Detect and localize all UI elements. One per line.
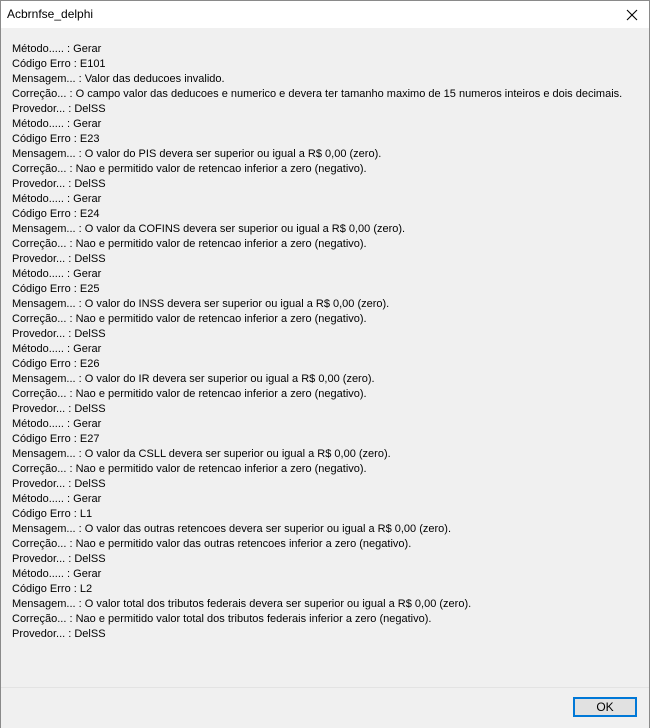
message-line: Método..... : Gerar bbox=[12, 568, 102, 580]
message-line: Código Erro : E25 bbox=[12, 283, 100, 295]
message-line: Provedor... : DelSS bbox=[12, 553, 106, 565]
message-line: Mensagem... : O valor do INSS devera ser superior ou igual a R$ 0,00 (zero). bbox=[12, 298, 390, 310]
message-line: Método..... : Gerar bbox=[12, 418, 102, 430]
message-line: Código Erro : L1 bbox=[12, 508, 93, 520]
message-line: Correção... : Nao e permitido valor de retencao inferior a zero (negativo). bbox=[12, 463, 367, 475]
message-line: Mensagem... : O valor da COFINS devera ser superior ou igual a R$ 0,00 (zero). bbox=[12, 223, 406, 235]
message-line: Método..... : Gerar bbox=[12, 193, 102, 205]
message-line: Provedor... : DelSS bbox=[12, 253, 106, 265]
message-line: Correção... : Nao e permitido valor de retencao inferior a zero (negativo). bbox=[12, 313, 367, 325]
close-icon bbox=[626, 9, 638, 21]
message-line: Método..... : Gerar bbox=[12, 493, 102, 505]
title-bar[interactable] bbox=[1, 1, 649, 28]
message-line: Método..... : Gerar bbox=[12, 343, 102, 355]
message-line: Correção... : Nao e permitido valor de retencao inferior a zero (negativo). bbox=[12, 388, 367, 400]
message-list bbox=[12, 42, 632, 642]
message-line: Código Erro : L2 bbox=[12, 583, 93, 595]
message-line: Correção... : Nao e permitido valor das outras retencoes inferior a zero (negativo). bbox=[12, 538, 412, 550]
message-line: Correção... : Nao e permitido valor de retencao inferior a zero (negativo). bbox=[12, 163, 367, 175]
message-line: Mensagem... : O valor total dos tributos federais devera ser superior ou igual a R$ 0,00 (zero). bbox=[12, 598, 472, 610]
message-line: Código Erro : E26 bbox=[12, 358, 100, 370]
message-line: Provedor... : DelSS bbox=[12, 328, 106, 340]
message-line: Mensagem... : O valor das outras retencoes devera ser superior ou igual a R$ 0,00 (zero). bbox=[12, 523, 451, 535]
message-line: Provedor... : DelSS bbox=[12, 628, 106, 640]
message-line: Código Erro : E101 bbox=[12, 58, 106, 70]
close-button[interactable] bbox=[615, 1, 649, 28]
message-line: Provedor... : DelSS bbox=[12, 478, 106, 490]
message-line: Mensagem... : O valor do PIS devera ser superior ou igual a R$ 0,00 (zero). bbox=[12, 148, 382, 160]
message-line: Provedor... : DelSS bbox=[12, 178, 106, 190]
message-line: Correção... : Nao e permitido valor total dos tributos federais inferior a zero (negativo). bbox=[12, 613, 432, 625]
message-line: Código Erro : E23 bbox=[12, 133, 100, 145]
message-area bbox=[1, 29, 649, 687]
message-line: Mensagem... : O valor do IR devera ser superior ou igual a R$ 0,00 (zero). bbox=[12, 373, 375, 385]
window-title: Acbrnfse_delphi bbox=[7, 7, 94, 21]
ok-button[interactable]: OK bbox=[573, 697, 637, 717]
message-line: Provedor... : DelSS bbox=[12, 103, 106, 115]
message-line: Mensagem... : O valor da CSLL devera ser superior ou igual a R$ 0,00 (zero). bbox=[12, 448, 391, 460]
message-line: Código Erro : E24 bbox=[12, 208, 100, 220]
message-line: Correção... : O campo valor das deducoes e numerico e devera ter tamanho maximo de 15 numeros inteiros e dois decimais. bbox=[12, 88, 623, 100]
message-line: Provedor... : DelSS bbox=[12, 403, 106, 415]
button-bar bbox=[1, 687, 649, 728]
message-line: Método..... : Gerar bbox=[12, 118, 102, 130]
message-line: Código Erro : E27 bbox=[12, 433, 100, 445]
message-line: Mensagem... : Valor das deducoes invalido. bbox=[12, 73, 225, 85]
message-line: Método..... : Gerar bbox=[12, 268, 102, 280]
message-line: Método..... : Gerar bbox=[12, 43, 102, 55]
message-line: Correção... : Nao e permitido valor de retencao inferior a zero (negativo). bbox=[12, 238, 367, 250]
